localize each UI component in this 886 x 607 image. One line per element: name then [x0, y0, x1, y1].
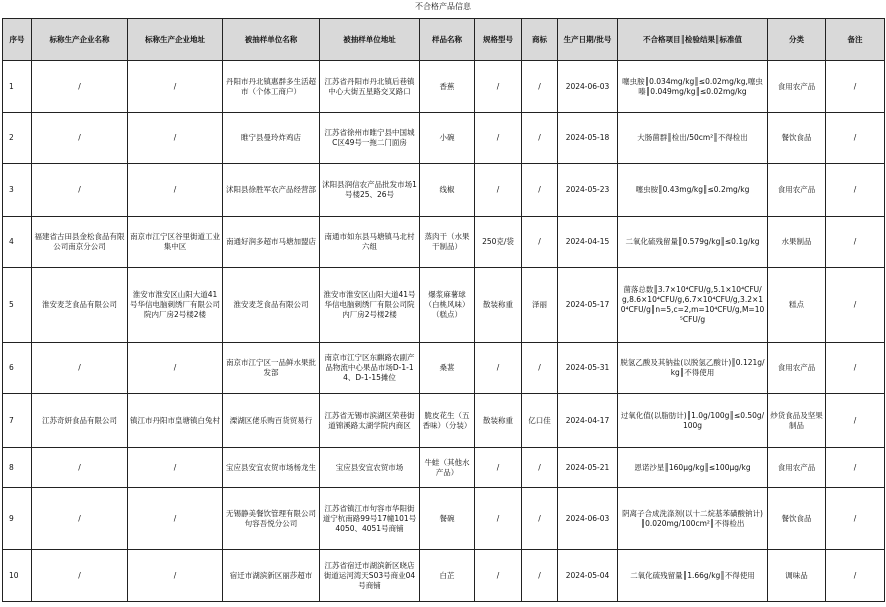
table-cell: 福建省古田县金松食品有限公司南京分公司 — [32, 217, 128, 268]
table-cell: 2024-05-23 — [558, 164, 618, 217]
table-cell: 噻虫胺║0.43mg/kg║≤0.2mg/kg — [618, 164, 768, 217]
table-cell: / — [32, 61, 128, 113]
header-cell: 不合格项目║检验结果║标准值 — [618, 19, 768, 61]
header-cell: 样品名称 — [420, 19, 475, 61]
table-cell: / — [32, 448, 128, 488]
page-title: 不合格产品信息 — [415, 2, 471, 11]
table-cell: / — [522, 61, 558, 113]
table-cell: 餐饮食品 — [768, 488, 826, 550]
table-cell: 线椒 — [420, 164, 475, 217]
table-cell: / — [475, 61, 522, 113]
table-cell: 淮安麦芝食品有限公司 — [32, 268, 128, 343]
table-cell: 1 — [3, 61, 32, 113]
table-cell: 无锡静美餐饮管理有限公司句容吾悦分公司 — [223, 488, 320, 550]
table-cell: / — [475, 343, 522, 394]
header-cell: 被抽样单位地址 — [320, 19, 420, 61]
table-cell: / — [522, 550, 558, 602]
table-cell: / — [128, 164, 223, 217]
header-cell: 规格型号 — [475, 19, 522, 61]
table-cell: 餐碗 — [420, 488, 475, 550]
header-row — [3, 19, 885, 61]
table-cell: 江苏省徐州市睢宁县中国城C区49号一拖二门面房 — [320, 113, 420, 164]
table-cell: 恩诺沙星║160μg/kg║≤100μg/kg — [618, 448, 768, 488]
table-cell: / — [826, 61, 885, 113]
unqualified-products-table — [2, 18, 885, 602]
table-cell: 溧湖区佬乐购百货贸易行 — [223, 394, 320, 448]
table-cell: 淮安市淮安区山阳大道41号华信电脑刺绣厂有限公司院内厂房2号楼2楼 — [128, 268, 223, 343]
header-cell: 序号 — [3, 19, 32, 61]
table-cell: 蒸肉干（水果干制品） — [420, 217, 475, 268]
table-cell: 2024-05-18 — [558, 113, 618, 164]
table-cell: 散装称重 — [475, 268, 522, 343]
table-row — [3, 394, 885, 448]
table-cell: 南京市江宁区谷里街道工业集中区 — [128, 217, 223, 268]
table-row — [3, 488, 885, 550]
table-cell: 桑葚 — [420, 343, 475, 394]
table-cell: / — [32, 488, 128, 550]
table-cell: / — [128, 61, 223, 113]
table-cell: 6 — [3, 343, 32, 394]
table-cell: / — [32, 113, 128, 164]
table-cell: 阴离子合成洗涤剂(以十二烷基苯磺酸钠计)║0.020mg/100cm²║不得检出 — [618, 488, 768, 550]
table-cell: / — [128, 488, 223, 550]
table-cell: / — [32, 164, 128, 217]
table-row — [3, 550, 885, 602]
table-cell: 南通好润多超市马塘加盟店 — [223, 217, 320, 268]
table-cell: 香蕉 — [420, 61, 475, 113]
table-cell: 丹阳市丹北镇惠群多生活超市（个体工商户） — [223, 61, 320, 113]
header-cell: 被抽样单位名称 — [223, 19, 320, 61]
table-cell: 食用农产品 — [768, 448, 826, 488]
table-cell: 10 — [3, 550, 32, 602]
table-cell: 南京市江宁区一品鲜水果批发部 — [223, 343, 320, 394]
table-cell: 调味品 — [768, 550, 826, 602]
table-cell: 睢宁县曼玲炸鸡店 — [223, 113, 320, 164]
table-cell: 江苏省镇江市句容市华阳街道宁杭南路99号17幢101号4050、4051号商铺 — [320, 488, 420, 550]
table-cell: / — [826, 164, 885, 217]
table-cell: 南通市如东县马塘镇马北村六组 — [320, 217, 420, 268]
table-row — [3, 164, 885, 217]
table-cell: / — [475, 113, 522, 164]
header-cell: 备注 — [826, 19, 885, 61]
table-cell: / — [826, 113, 885, 164]
table-cell: / — [826, 448, 885, 488]
table-cell: 噻虫胺║0.034mg/kg║≤0.02mg/kg,噻虫嗪║0.049mg/kg║≤0.02mg/kg — [618, 61, 768, 113]
table-row — [3, 61, 885, 113]
table-cell: 9 — [3, 488, 32, 550]
table-cell: 餐饮食品 — [768, 113, 826, 164]
table-cell: / — [522, 217, 558, 268]
table-cell: / — [826, 394, 885, 448]
table-cell: 糕点 — [768, 268, 826, 343]
table-cell: 8 — [3, 448, 32, 488]
header-cell: 分类 — [768, 19, 826, 61]
table-cell: / — [826, 488, 885, 550]
table-cell: 沭阳县润信农产品批发市场1号楼25、26号 — [320, 164, 420, 217]
table-cell: 炒货食品及坚果制品 — [768, 394, 826, 448]
table-cell: / — [522, 113, 558, 164]
table-cell: 菌落总数║3.7×10⁴CFU/g,5.1×10⁴CFU/g,8.6×10⁴CFU/g,6.7×10⁴CFU/g,3.2×10⁴CFU/g║n=5,c=2,m=10⁴CFU/g,M=10⁵CFU/g — [618, 268, 768, 343]
header-cell: 商标 — [522, 19, 558, 61]
table-cell: 2024-06-03 — [558, 488, 618, 550]
table-cell: / — [826, 550, 885, 602]
table-cell: / — [32, 550, 128, 602]
table-cell: 4 — [3, 217, 32, 268]
table-cell: 宝应县安宜农贸市场杨龙生 — [223, 448, 320, 488]
table-cell: 爆浆麻薯球（白桃风味）（糕点） — [420, 268, 475, 343]
table-cell: 白芷 — [420, 550, 475, 602]
table-cell: / — [522, 164, 558, 217]
table-cell: 沭阳县徐胜军农产品经营部 — [223, 164, 320, 217]
table-cell: 2024-05-31 — [558, 343, 618, 394]
table-cell: 泽丽 — [522, 268, 558, 343]
table-cell: 2024-04-17 — [558, 394, 618, 448]
table-cell: 食用农产品 — [768, 343, 826, 394]
table-cell: 过氧化值(以脂肪计)║1.0g/100g║≤0.50g/100g — [618, 394, 768, 448]
table-cell: 2024-05-17 — [558, 268, 618, 343]
table-cell: 2024-05-04 — [558, 550, 618, 602]
table-cell: 宝应县安宜农贸市场 — [320, 448, 420, 488]
table-cell: / — [522, 448, 558, 488]
table-cell: 脱氢乙酸及其钠盐(以脱氢乙酸计)║0.121g/kg║不得使用 — [618, 343, 768, 394]
table-row — [3, 268, 885, 343]
table-cell: 3 — [3, 164, 32, 217]
table-cell: 江苏省丹阳市丹北镇后巷镇中心大街五星路交叉路口 — [320, 61, 420, 113]
table-row — [3, 343, 885, 394]
table-cell: 二氧化硫残留量║1.66g/kg║不得使用 — [618, 550, 768, 602]
header-cell: 生产日期/批号 — [558, 19, 618, 61]
table-cell: 江苏奇妍食品有限公司 — [32, 394, 128, 448]
table-cell: / — [826, 217, 885, 268]
table-cell: 镇江市丹阳市皇塘镇白兔村 — [128, 394, 223, 448]
table-cell: 小碗 — [420, 113, 475, 164]
table-cell: 2024-06-03 — [558, 61, 618, 113]
table-cell: 淮安市淮安区山阳大道41号华信电脑刺绣厂有限公司院内厂房2号楼2楼 — [320, 268, 420, 343]
table-cell: 淮安麦芝食品有限公司 — [223, 268, 320, 343]
table-cell: 牛蛙（其他水产品） — [420, 448, 475, 488]
table-cell: 江苏省宿迁市湖滨新区晓店街道运河湾天S03号商业04号商铺 — [320, 550, 420, 602]
table-cell: / — [32, 343, 128, 394]
table-cell: 二氧化硫残留量║0.579g/kg║≤0.1g/kg — [618, 217, 768, 268]
table-row — [3, 448, 885, 488]
table-cell: 江苏省无锡市滨湖区荣巷街道锦溪路太湖学院内商区 — [320, 394, 420, 448]
table-cell: 食用农产品 — [768, 164, 826, 217]
table-cell: 食用农产品 — [768, 61, 826, 113]
table-row — [3, 113, 885, 164]
table-cell: 7 — [3, 394, 32, 448]
header-cell: 标称生产企业地址 — [128, 19, 223, 61]
table-cell: 2024-05-21 — [558, 448, 618, 488]
table-cell: / — [475, 164, 522, 217]
table-cell: 脆皮花生（五香味）（分装） — [420, 394, 475, 448]
table-cell: 宿迁市湖滨新区丽莎超市 — [223, 550, 320, 602]
header-cell: 标称生产企业名称 — [32, 19, 128, 61]
table-cell: / — [128, 550, 223, 602]
table-cell: / — [128, 343, 223, 394]
table-cell: / — [522, 488, 558, 550]
table-cell: / — [522, 343, 558, 394]
table-cell: / — [826, 268, 885, 343]
table-cell: / — [128, 113, 223, 164]
table-cell: 2024-04-15 — [558, 217, 618, 268]
table-cell: 250克/袋 — [475, 217, 522, 268]
table-cell: 水果制品 — [768, 217, 826, 268]
table-cell: / — [475, 488, 522, 550]
table-cell: / — [826, 343, 885, 394]
table-cell: / — [475, 550, 522, 602]
table-cell: 大肠菌群║检出/50cm²║不得检出 — [618, 113, 768, 164]
table-cell: / — [475, 448, 522, 488]
table-cell: 5 — [3, 268, 32, 343]
table-cell: 南京市江宁区东麒路农副产品物流中心果品市场D-1-14、D-1-15摊位 — [320, 343, 420, 394]
table-cell: / — [128, 448, 223, 488]
table-cell: 散装称重 — [475, 394, 522, 448]
table-row — [3, 217, 885, 268]
table-cell: 2 — [3, 113, 32, 164]
table-cell: 亿口佳 — [522, 394, 558, 448]
